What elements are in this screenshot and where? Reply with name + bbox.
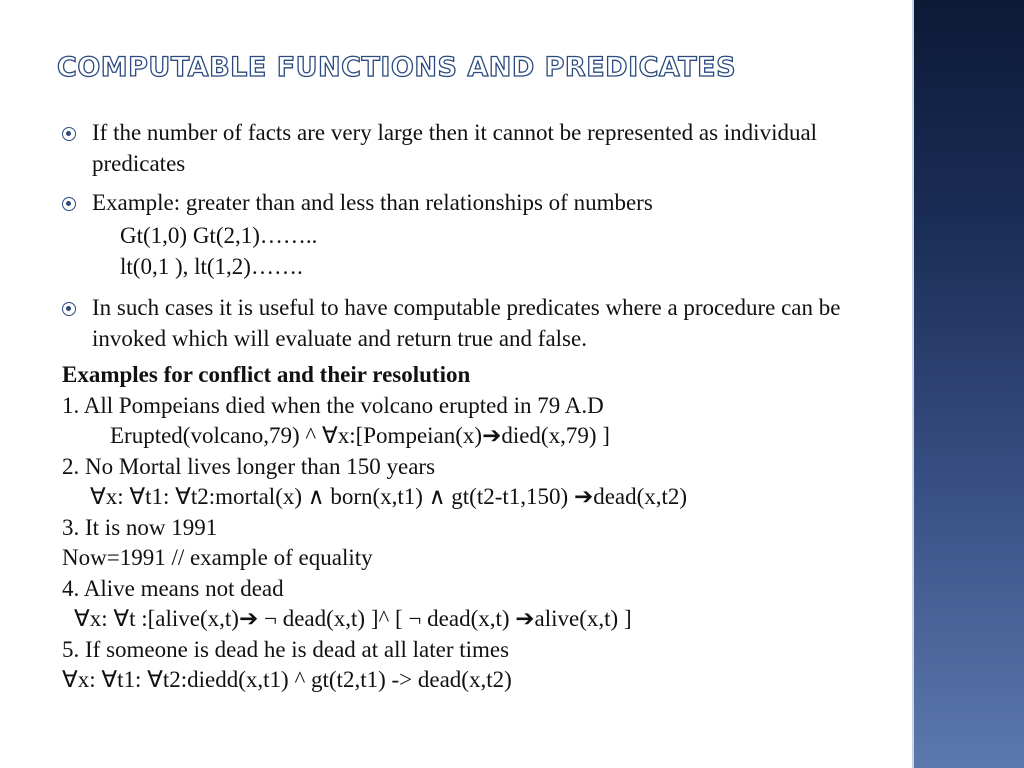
bullet-item [62,187,902,218]
example-line: lt(0,1 ), lt(1,2)……. [120,254,303,279]
rule-formula: Erupted(volcano,79) ^ ∀x:[Pompeian(x)➔died(x,79) ] [110,423,610,448]
bullet-circle-icon [62,302,76,316]
bullet-text: In such cases it is useful to have computable predicates where a procedure can be invoked which will evaluate and return true and false. [92,295,841,351]
example-line: Gt(1,0) Gt(2,1)…….. [120,223,318,248]
rule-line: 3. It is now 1991 [62,514,218,540]
bullet-item [62,117,902,179]
slide-content [62,117,902,696]
rule-formula: ∀x: ∀t :[alive(x,t)➔ ¬ dead(x,t) ]^ [ ¬ dead(x,t) ➔alive(x,t) ] [74,606,632,631]
slide-title: COMPUTABLE FUNCTIONS AND PREDICATES [57,52,737,83]
rule-line: 5. If someone is dead he is dead at all later times [62,636,510,662]
rule-line: 1. All Pompeians died when the volcano erupted in 79 A.D [62,392,604,418]
bullet-item [62,292,902,354]
rule-line: 2. No Mortal lives longer than 150 years [62,453,436,479]
bullet-text: If the number of facts are very large then it cannot be represented as individual predicates [92,120,818,176]
section-heading: Examples for conflict and their resolution [62,362,471,387]
side-bar-edge [912,0,914,768]
rule-line: 4. Alive means not dead [62,575,284,601]
decorative-side-bar [912,0,1024,768]
bullet-circle-icon [62,127,76,141]
bullet-circle-icon [62,197,76,211]
rule-formula: ∀x: ∀t1: ∀t2:diedd(x,t1) ^ gt(t2,t1) -> dead(x,t2) [62,667,512,692]
rule-formula: ∀x: ∀t1: ∀t2:mortal(x) ∧ born(x,t1) ∧ gt(t2-t1,150) ➔dead(x,t2) [90,484,688,509]
bullet-text: Example: greater than and less than relationships of numbers [92,190,653,215]
rule-line: Now=1991 // example of equality [62,545,373,570]
